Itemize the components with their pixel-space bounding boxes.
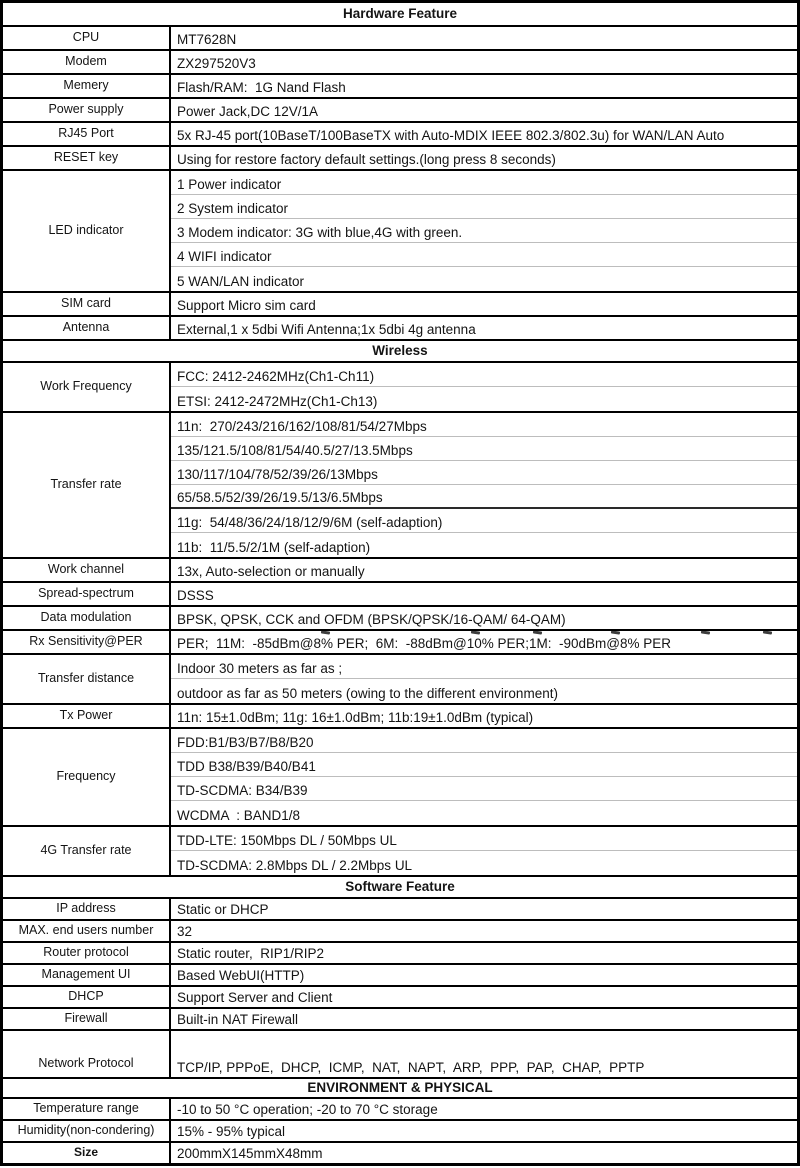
spec-label: Work channel (3, 559, 171, 581)
spec-value-line: 1 Power indicator (171, 171, 797, 195)
spec-value-cell (171, 1143, 797, 1163)
spec-row-max-end-users (3, 921, 797, 943)
spec-value-cell (171, 965, 797, 985)
spec-row-humidity (3, 1121, 797, 1143)
spec-row-cpu (3, 27, 797, 51)
spec-value-line: Indoor 30 meters as far as ; (171, 655, 797, 679)
spec-label: Transfer rate (3, 413, 171, 557)
spec-label: MAX. end users number (3, 921, 171, 941)
spec-value-line: 5 WAN/LAN indicator (177, 274, 305, 289)
spec-value-cell (171, 827, 797, 875)
spec-row-network-protocol (3, 1031, 797, 1079)
spec-value-cell (171, 99, 797, 121)
spec-label: IP address (3, 899, 171, 919)
spec-row-frequency (3, 729, 797, 827)
spec-row-size (3, 1143, 797, 1163)
spec-row-firewall (3, 1009, 797, 1031)
spec-value-line: Based WebUI(HTTP) (177, 968, 305, 983)
spec-value-cell (171, 27, 797, 49)
spec-value-cell (171, 1031, 797, 1077)
spec-label: Router protocol (3, 943, 171, 963)
spec-value-line: TD-SCDMA: 2.8Mbps DL / 2.2Mbps UL (177, 858, 413, 873)
spec-row-transfer-rate (3, 413, 797, 559)
spec-row-sim-card (3, 293, 797, 317)
spec-label: DHCP (3, 987, 171, 1007)
spec-value-cell (171, 943, 797, 963)
spec-value-cell (171, 75, 797, 97)
spec-value-line: -10 to 50 °C operation; -20 to 70 °C storage (177, 1102, 438, 1117)
spec-value-line: Static router, RIP1/RIP2 (177, 946, 325, 961)
spec-row-spread-spectrum (3, 583, 797, 607)
spec-label: SIM card (3, 293, 171, 315)
spec-label: Memery (3, 75, 171, 97)
spec-label: Firewall (3, 1009, 171, 1029)
spec-value-line: 11n: 15±1.0dBm; 11g: 16±1.0dBm; 11b:19±1.0dBm (typical) (177, 710, 534, 725)
spec-label: 4G Transfer rate (3, 827, 171, 875)
spec-value-line: TDD-LTE: 150Mbps DL / 50Mbps UL (171, 827, 797, 851)
spec-value-line: 11n: 270/243/216/162/108/81/54/27Mbps (171, 413, 797, 437)
spec-value-line: ETSI: 2412-2472MHz(Ch1-Ch13) (177, 394, 378, 409)
spec-row-tx-power (3, 705, 797, 729)
spec-value-line: ZX297520V3 (177, 56, 256, 71)
spec-label: LED indicator (3, 171, 171, 291)
spec-row-power-supply (3, 99, 797, 123)
spec-value-line: TD-SCDMA: B34/B39 (171, 777, 797, 801)
spec-label: Antenna (3, 317, 171, 339)
spec-value-cell (171, 705, 797, 727)
spec-value-cell (171, 559, 797, 581)
spec-value-line: DSSS (177, 588, 214, 603)
spec-value-line: 200mmX145mmX48mm (177, 1146, 323, 1161)
spec-value-cell (171, 317, 797, 339)
spec-value-line: Static or DHCP (177, 902, 269, 917)
spec-value-cell (171, 413, 797, 557)
spec-label: RJ45 Port (3, 123, 171, 145)
spec-value-line: 15% - 95% typical (177, 1124, 286, 1139)
spec-value-cell (171, 1099, 797, 1119)
spec-label: Power supply (3, 99, 171, 121)
spec-row-rj45-port (3, 123, 797, 147)
spec-value-line: 2 System indicator (171, 195, 797, 219)
spec-label: Tx Power (3, 705, 171, 727)
spec-value-cell (171, 1009, 797, 1029)
spec-value-line: 130/117/104/78/52/39/26/13Mbps (171, 461, 797, 485)
spec-value-line: Support Micro sim card (177, 298, 316, 313)
spec-value-cell (171, 51, 797, 73)
spec-label: Management UI (3, 965, 171, 985)
spec-row-memory (3, 75, 797, 99)
spec-label: CPU (3, 27, 171, 49)
spec-value-line: Power Jack,DC 12V/1A (177, 104, 319, 119)
spec-value-cell (171, 583, 797, 605)
spec-label: Size (3, 1143, 171, 1163)
spec-value-line: 11g: 54/48/36/24/18/12/9/6M (self-adaption) (171, 509, 797, 533)
spec-value-line: 65/58.5/52/39/26/19.5/13/6.5Mbps (171, 485, 797, 509)
spec-value-cell (171, 1121, 797, 1141)
spec-label: Frequency (3, 729, 171, 825)
spec-value-line: FCC: 2412-2462MHz(Ch1-Ch11) (171, 363, 797, 387)
spec-row-work-frequency (3, 363, 797, 413)
spec-value-line: PER; 11M: -85dBm@8% PER; 6M: -88dBm@10% PER;1M: -90dBm@8% PER (177, 636, 672, 651)
spec-value-line: 135/121.5/108/81/54/40.5/27/13.5Mbps (171, 437, 797, 461)
spec-value-cell (171, 607, 797, 629)
spec-value-line: 5x RJ-45 port(10BaseT/100BaseTX with Auto-MDIX IEEE 802.3/802.3u) for WAN/LAN Auto (177, 128, 725, 143)
spec-row-data-modulation (3, 607, 797, 631)
spec-value-line: Built-in NAT Firewall (177, 1012, 299, 1027)
spec-value-line: Using for restore factory default settings.(long press 8 seconds) (177, 152, 556, 167)
spec-value-line: BPSK, QPSK, CCK and OFDM (BPSK/QPSK/16-QAM/ 64-QAM) (177, 612, 566, 627)
spec-row-rx-sensitivity (3, 631, 797, 655)
spec-row-temperature-range (3, 1099, 797, 1121)
spec-value-cell (171, 921, 797, 941)
spec-value-cell (171, 987, 797, 1007)
spec-row-work-channel (3, 559, 797, 583)
spec-value-line: Support Server and Client (177, 990, 333, 1005)
section-header-wireless: Wireless (3, 341, 797, 363)
spec-value-line: MT7628N (177, 32, 237, 47)
spec-value-line: Flash/RAM: 1G Nand Flash (177, 80, 346, 95)
spec-value-line: WCDMA : BAND1/8 (177, 808, 301, 823)
spec-label: Transfer distance (3, 655, 171, 703)
section-header-software: Software Feature (3, 877, 797, 899)
spec-label: Work Frequency (3, 363, 171, 411)
spec-value-cell (171, 147, 797, 169)
spec-row-dhcp (3, 987, 797, 1009)
spec-value-cell (171, 123, 797, 145)
spec-value-cell (171, 363, 797, 411)
spec-value-line: TDD B38/B39/B40/B41 (171, 753, 797, 777)
spec-value-line: 32 (177, 924, 193, 939)
spec-value-line: 4 WIFI indicator (171, 243, 797, 267)
spec-row-4g-transfer-rate (3, 827, 797, 877)
spec-label: Modem (3, 51, 171, 73)
spec-value-line: outdoor as far as 50 meters (owing to the different environment) (177, 686, 558, 701)
spec-label: Data modulation (3, 607, 171, 629)
spec-value-line: 13x, Auto-selection or manually (177, 564, 365, 579)
spec-value-cell (171, 171, 797, 291)
spec-label: Network Protocol (3, 1031, 171, 1077)
section-header-environment: ENVIRONMENT & PHYSICAL (3, 1079, 797, 1099)
spec-value-cell (171, 631, 797, 653)
spec-value-line: 3 Modem indicator: 3G with blue,4G with green. (171, 219, 797, 243)
spec-row-led-indicator (3, 171, 797, 293)
spec-row-antenna (3, 317, 797, 341)
spec-label: Rx Sensitivity@PER (3, 631, 171, 653)
spec-value-cell (171, 899, 797, 919)
spec-row-transfer-distance (3, 655, 797, 705)
spec-row-ip-address (3, 899, 797, 921)
spec-row-management-ui (3, 965, 797, 987)
spec-value-cell (171, 655, 797, 703)
spec-label: RESET key (3, 147, 171, 169)
spec-value-cell (171, 293, 797, 315)
spec-row-modem (3, 51, 797, 75)
spec-label: Temperature range (3, 1099, 171, 1119)
spec-label: Spread-spectrum (3, 583, 171, 605)
spec-value-line: TCP/IP, PPPoE, DHCP, ICMP, NAT, NAPT, ARP, PPP, PAP, CHAP, PPTP (177, 1060, 645, 1075)
spec-row-router-protocol (3, 943, 797, 965)
spec-label: Humidity(non-condering) (3, 1121, 171, 1141)
section-header-hardware: Hardware Feature (3, 3, 797, 27)
spec-value-line: FDD:B1/B3/B7/B8/B20 (171, 729, 797, 753)
spec-value-line: 11b: 11/5.5/2/1M (self-adaption) (177, 540, 371, 555)
spec-value-line: External,1 x 5dbi Wifi Antenna;1x 5dbi 4g antenna (177, 322, 476, 337)
spec-value-cell (171, 729, 797, 825)
spec-row-reset-key (3, 147, 797, 171)
